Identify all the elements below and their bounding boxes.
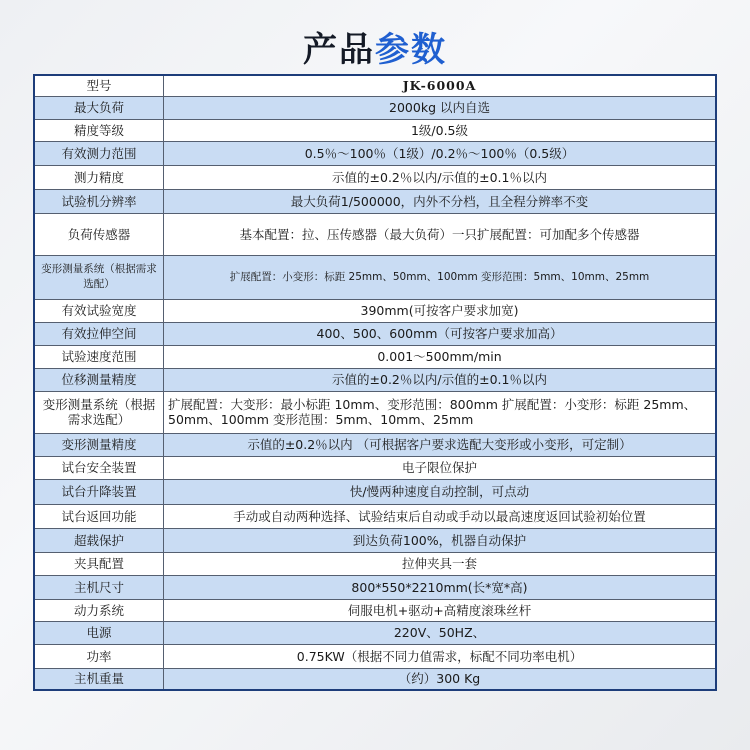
- row-value: （约）300 Kg: [164, 668, 717, 690]
- table-row: [34, 299, 716, 322]
- row-key: 型号: [34, 75, 164, 96]
- table-row: [34, 479, 716, 504]
- row-key: 变形测量系统（根据需求选配）: [34, 255, 164, 299]
- table-row: [34, 575, 716, 599]
- table-row: [34, 368, 716, 391]
- table-row: [34, 528, 716, 552]
- row-key: 测力精度: [34, 165, 164, 189]
- table-row: [34, 141, 716, 165]
- row-value: 400、500、600mm（可按客户要求加高）: [164, 322, 717, 345]
- spec-table: [33, 74, 717, 691]
- row-key: 试台升降装置: [34, 479, 164, 504]
- table-row: [34, 644, 716, 668]
- row-value: 电子限位保护: [164, 456, 717, 479]
- row-key: 动力系统: [34, 599, 164, 621]
- row-key: 试台安全装置: [34, 456, 164, 479]
- row-key: 有效试验宽度: [34, 299, 164, 322]
- row-key: 有效拉伸空间: [34, 322, 164, 345]
- table-row: [34, 75, 716, 96]
- table-row: [34, 391, 716, 433]
- table-row: [34, 213, 716, 255]
- row-key: 位移测量精度: [34, 368, 164, 391]
- row-key: 超载保护: [34, 528, 164, 552]
- table-row: [34, 599, 716, 621]
- table-row: [34, 165, 716, 189]
- row-key: 负荷传感器: [34, 213, 164, 255]
- row-value: 示值的±0.2％以内/示值的±0.1％以内: [164, 368, 717, 391]
- row-key: 最大负荷: [34, 96, 164, 119]
- row-value: 示值的±0.2％以内/示值的±0.1％以内: [164, 165, 717, 189]
- row-key: 主机重量: [34, 668, 164, 690]
- row-value: 示值的±0.2％以内 （可根据客户要求选配大变形或小变形，可定制）: [164, 433, 717, 456]
- row-key: 电源: [34, 621, 164, 644]
- row-value: 伺服电机+驱动+高精度滚珠丝杆: [164, 599, 717, 621]
- row-key: 主机尺寸: [34, 575, 164, 599]
- row-value: 800*550*2210mm(长*宽*高): [164, 575, 717, 599]
- table-row: [34, 433, 716, 456]
- row-key: 试验速度范围: [34, 345, 164, 368]
- row-value: 快/慢两种速度自动控制，可点动: [164, 479, 717, 504]
- table-row: [34, 345, 716, 368]
- row-value: 0.75KW（根据不同力值需求，标配不同功率电机）: [164, 644, 717, 668]
- row-key: 夹具配置: [34, 552, 164, 575]
- row-value: 到达负荷100%，机器自动保护: [164, 528, 717, 552]
- row-value: 最大负荷1/500000，内外不分档，且全程分辨率不变: [164, 189, 717, 213]
- row-key: 变形测量系统（根据需求选配）: [34, 391, 164, 433]
- row-value: 扩展配置：小变形：标距 25mm、50mm、100mm 变形范围：5mm、10mm、25mm: [164, 255, 717, 299]
- table-row: [34, 668, 716, 690]
- row-value: 0.5％～100％（1级）/0.2％～100％（0.5级）: [164, 141, 717, 165]
- row-value: 拉伸夹具一套: [164, 552, 717, 575]
- row-value: 扩展配置：大变形：最小标距 10mm、变形范围：800mm 扩展配置：小变形：标距 25mm、50mm、100mm 变形范围：5mm、10mm、25mm: [164, 391, 717, 433]
- row-value: 基本配置：拉、压传感器（最大负荷）一只扩展配置：可加配多个传感器: [164, 213, 717, 255]
- row-value: 手动或自动两种选择、试验结束后自动或手动以最高速度返回试验初始位置: [164, 504, 717, 528]
- table-row: [34, 504, 716, 528]
- row-value: 220V、50HZ、: [164, 621, 717, 644]
- row-key: 功率: [34, 644, 164, 668]
- row-value: 0.001～500mm/min: [164, 345, 717, 368]
- table-row: [34, 189, 716, 213]
- table-row: [34, 96, 716, 119]
- table-row: [34, 255, 716, 299]
- table-row: [34, 322, 716, 345]
- row-value: 390mm(可按客户要求加宽): [164, 299, 717, 322]
- table-row: [34, 621, 716, 644]
- row-key: 试验机分辨率: [34, 189, 164, 213]
- row-key: 有效测力范围: [34, 141, 164, 165]
- row-key: 变形测量精度: [34, 433, 164, 456]
- row-value: 1级/0.5级: [164, 119, 717, 141]
- page-title: [0, 22, 750, 71]
- table-row: [34, 456, 716, 479]
- row-value: JK-6000A: [164, 75, 717, 96]
- row-value: 2000kg 以内自选: [164, 96, 717, 119]
- row-key: 精度等级: [34, 119, 164, 141]
- title-part-1: 产品: [303, 30, 375, 70]
- title-part-2: 参数: [375, 30, 447, 70]
- table-row: [34, 552, 716, 575]
- row-key: 试台返回功能: [34, 504, 164, 528]
- table-row: [34, 119, 716, 141]
